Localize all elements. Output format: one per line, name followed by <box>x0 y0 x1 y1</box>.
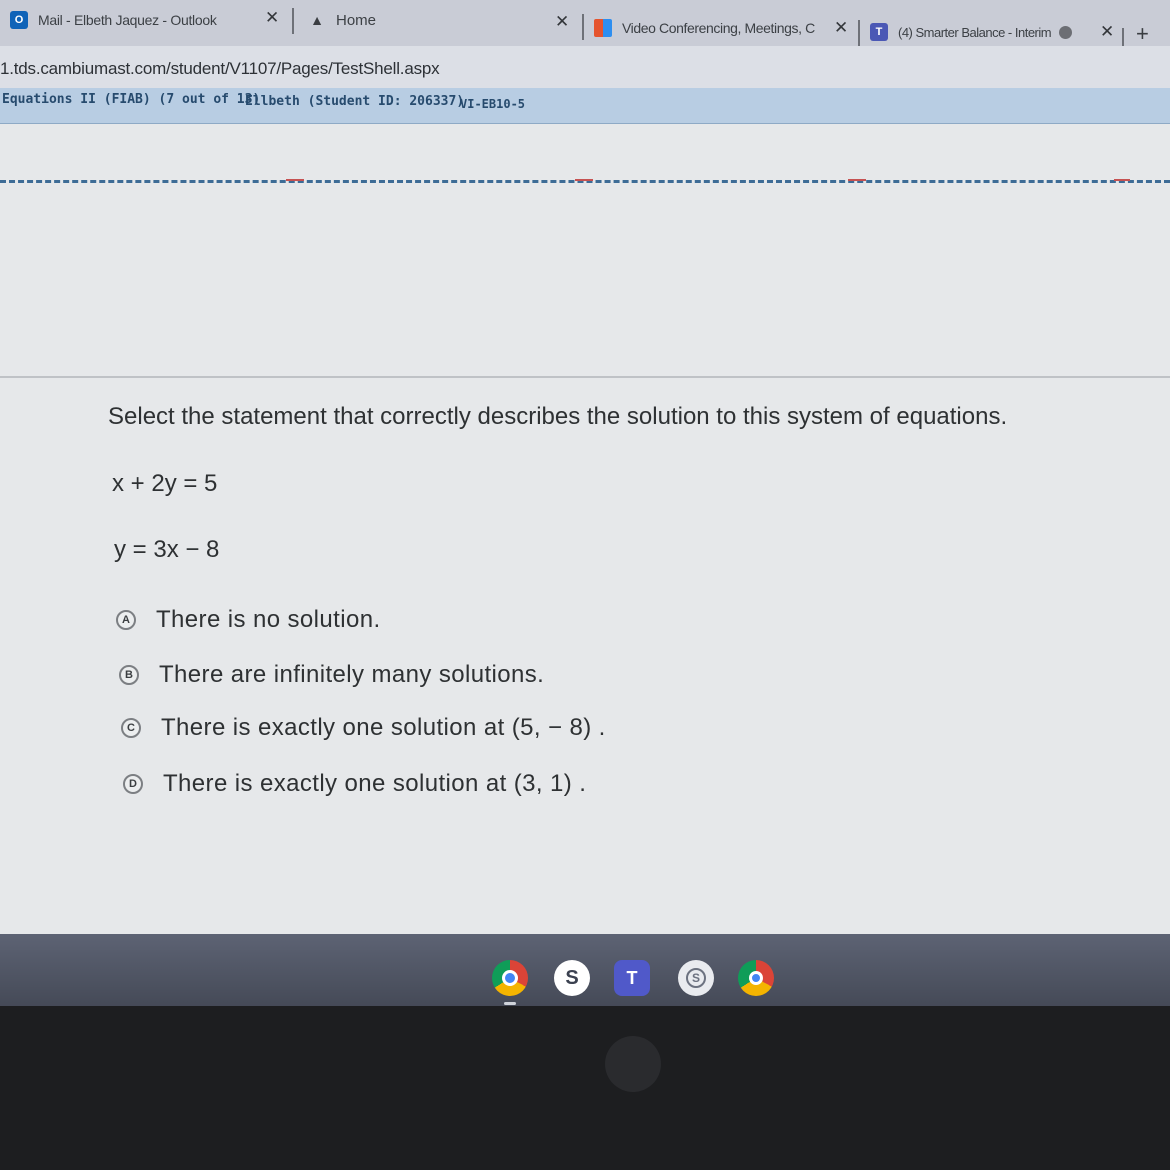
close-icon[interactable]: ✕ <box>1100 22 1115 41</box>
s-app-icon[interactable]: S <box>554 960 590 996</box>
student-info: Ellbeth (Student ID: 206337) <box>245 94 465 109</box>
option-a-text: There is no solution. <box>156 606 381 633</box>
hp-logo <box>605 1036 661 1092</box>
session-id: VI-EB10-5 <box>460 97 526 111</box>
option-c[interactable] <box>121 714 606 742</box>
recording-dot-icon <box>1059 26 1072 39</box>
option-c-text: There is exactly one solution at (5, − 8) . <box>161 714 606 741</box>
radio-a[interactable]: A <box>116 610 136 630</box>
question-divider <box>0 376 1170 378</box>
tab-title: (4) Smarter Balance - Interim <box>898 24 1052 40</box>
s-circle-label: S <box>686 968 706 988</box>
tab-separator <box>858 20 860 46</box>
tab-outlook[interactable] <box>10 0 290 40</box>
option-b[interactable] <box>119 661 544 689</box>
chrome-icon[interactable] <box>492 960 528 996</box>
outlook-icon: O <box>10 11 28 29</box>
tab-separator <box>582 14 584 40</box>
chrome-center-icon <box>749 971 763 985</box>
option-b-text: There are infinitely many solutions. <box>159 661 545 688</box>
tab-title: Video Conferencing, Meetings, C <box>622 20 815 36</box>
radio-d[interactable]: D <box>123 774 143 794</box>
test-page <box>0 124 1170 934</box>
option-d-text: There is exactly one solution at (3, 1) . <box>163 770 587 797</box>
tab-home[interactable] <box>308 0 578 40</box>
close-icon[interactable]: ✕ <box>555 12 570 31</box>
active-app-indicator <box>504 1002 516 1005</box>
option-d[interactable] <box>123 770 586 798</box>
divider-marker <box>1114 179 1130 181</box>
tab-title: Home <box>336 11 377 29</box>
graduation-cap-icon: ▲ <box>310 12 324 28</box>
teams-icon: T <box>870 23 888 41</box>
s-circle-icon[interactable] <box>678 960 714 996</box>
radio-b[interactable]: B <box>119 665 139 685</box>
equation-1: x + 2y = 5 <box>112 470 218 497</box>
chrome-icon[interactable] <box>738 960 774 996</box>
tab-strip <box>0 0 1170 46</box>
close-icon[interactable]: ✕ <box>265 8 280 27</box>
zoom-icon <box>594 19 612 37</box>
divider-marker <box>286 179 304 181</box>
os-shelf <box>0 934 1170 1006</box>
radio-c[interactable]: C <box>121 718 141 738</box>
tab-title: Mail - Elbeth Jaquez - Outlook <box>38 12 217 28</box>
new-tab-button[interactable]: + <box>1136 21 1149 46</box>
equation-2: y = 3x − 8 <box>114 536 220 563</box>
tab-zoom[interactable] <box>594 8 856 48</box>
teams-icon[interactable]: T <box>614 960 650 996</box>
url-text[interactable]: 1.tds.cambiumast.com/student/V1107/Pages/TestShell.aspx <box>0 59 440 78</box>
chrome-center-icon <box>502 970 518 986</box>
close-icon[interactable]: ✕ <box>834 18 849 37</box>
divider-marker <box>848 179 866 181</box>
question-prompt: Select the statement that correctly describes the solution to this system of equations. <box>108 403 1008 430</box>
option-a[interactable] <box>116 606 381 634</box>
address-bar[interactable] <box>0 46 1170 88</box>
laptop-bezel <box>0 1006 1170 1170</box>
divider-marker <box>575 179 593 181</box>
tab-separator <box>292 8 294 34</box>
test-name: Equations II (FIAB) (7 out of 13) <box>2 92 261 107</box>
test-info-bar <box>0 88 1170 124</box>
